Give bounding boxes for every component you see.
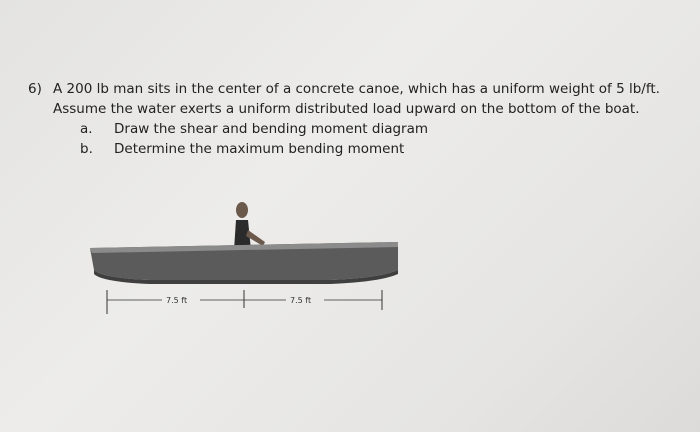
part-b bbox=[28, 139, 688, 159]
dim-right-label: 7.5 ft bbox=[290, 296, 312, 305]
problem-statement-line-1 bbox=[28, 79, 688, 99]
man-head bbox=[236, 202, 248, 218]
canoe-figure bbox=[80, 190, 420, 330]
problem-text-2: Assume the water exerts a uniform distributed load upward on the bottom of the boat. bbox=[53, 101, 640, 117]
man-illustration bbox=[234, 202, 265, 250]
canoe-illustration bbox=[90, 242, 398, 284]
part-a-letter: a. bbox=[80, 121, 93, 137]
problem-number: 6) bbox=[28, 81, 42, 97]
dimension-lines bbox=[107, 290, 382, 314]
part-a-text: Draw the shear and bending moment diagram bbox=[114, 121, 429, 137]
dim-left-label: 7.5 ft bbox=[166, 296, 188, 305]
problem-text-1: A 200 lb man sits in the center of a concrete canoe, which has a uniform weight of 5 lb/ft. bbox=[53, 81, 660, 97]
part-a bbox=[28, 119, 688, 139]
part-b-text: Determine the maximum bending moment bbox=[114, 141, 405, 157]
problem-statement-line-2 bbox=[28, 99, 688, 119]
problem-6 bbox=[28, 79, 688, 159]
part-b-letter: b. bbox=[80, 141, 93, 157]
